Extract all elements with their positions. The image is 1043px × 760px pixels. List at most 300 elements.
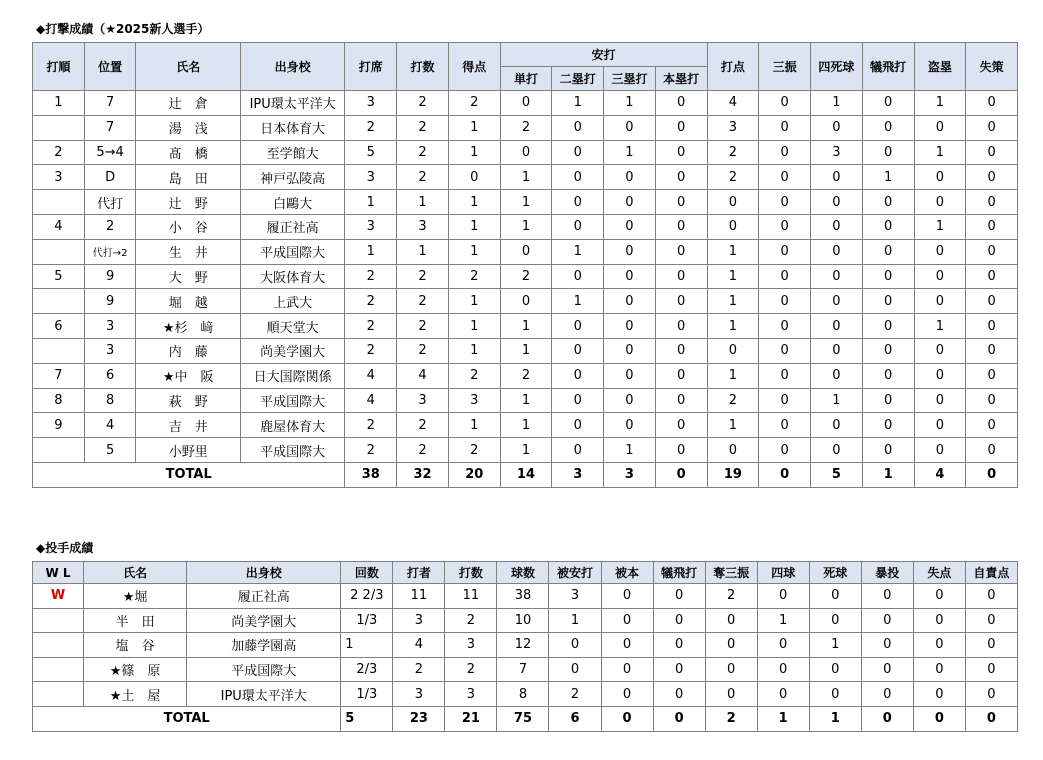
table-cell: 0 (705, 657, 757, 682)
table-cell: 0 (965, 608, 1017, 633)
table-cell: 2 (500, 363, 552, 388)
table-cell: 辻 倉 (136, 91, 240, 116)
table-cell: 1 (500, 388, 552, 413)
table-cell: 0 (914, 413, 966, 438)
table-cell: 4 (345, 363, 397, 388)
table-cell: 0 (811, 363, 863, 388)
table-cell: 0 (913, 657, 965, 682)
table-cell: 2 (707, 140, 759, 165)
table-cell: 3 (445, 633, 497, 658)
table-cell: 代打 (84, 190, 136, 215)
table-cell: 0 (759, 438, 811, 463)
header-stolen-bases: 盗塁 (914, 43, 966, 91)
table-cell: 2 (445, 657, 497, 682)
table-cell: ★篠 原 (84, 657, 187, 682)
header-strikeouts: 三振 (759, 43, 811, 91)
table-cell: 1 (707, 264, 759, 289)
header-runs-allowed: 失点 (913, 562, 965, 584)
table-cell: 0 (707, 438, 759, 463)
table-cell: 0 (862, 314, 914, 339)
table-cell: 9 (84, 289, 136, 314)
table-cell: 0 (552, 413, 604, 438)
table-cell: 生 井 (136, 239, 240, 264)
table-cell: 1/3 (341, 682, 393, 707)
table-cell: 0 (552, 438, 604, 463)
table-cell: 0 (759, 140, 811, 165)
table-cell: 0 (759, 289, 811, 314)
table-cell: 小 谷 (136, 214, 240, 239)
table-cell: 1 (604, 438, 656, 463)
table-cell: 0 (811, 413, 863, 438)
table-cell: 0 (655, 314, 707, 339)
table-cell: 1 (448, 338, 500, 363)
table-cell: 平成国際大 (240, 388, 344, 413)
table-cell: ★中 阪 (136, 363, 240, 388)
table-cell: 上武大 (240, 289, 344, 314)
pitching-stats-table (32, 561, 1018, 732)
table-cell: 1 (345, 190, 397, 215)
table-cell (33, 608, 84, 633)
table-cell: 吉 井 (136, 413, 240, 438)
table-cell: 3 (84, 338, 136, 363)
table-cell: 尚美学園大 (187, 608, 341, 633)
table-cell: 0 (705, 633, 757, 658)
table-cell: 0 (966, 314, 1018, 339)
table-cell: 0 (601, 682, 653, 707)
table-row (33, 115, 1018, 140)
table-cell: 0 (809, 682, 861, 707)
table-cell: 0 (862, 363, 914, 388)
table-cell: 12 (497, 633, 549, 658)
table-cell: 0 (914, 264, 966, 289)
table-cell (33, 115, 85, 140)
table-cell: 0 (914, 338, 966, 363)
header-sacrifices: 犠飛打 (653, 562, 705, 584)
table-cell: 0 (500, 289, 552, 314)
table-cell: 1 (345, 239, 397, 264)
table-cell: 0 (914, 438, 966, 463)
table-cell: ★堀 (84, 584, 187, 609)
table-cell: 0 (552, 140, 604, 165)
header-pitch-count: 球数 (497, 562, 549, 584)
table-cell: 7 (84, 115, 136, 140)
header-batting-order: 打順 (33, 43, 85, 91)
table-cell (33, 633, 84, 658)
table-cell: 0 (759, 214, 811, 239)
table-cell: 1 (448, 314, 500, 339)
table-cell: 日大国際関係 (240, 363, 344, 388)
total-cell: 0 (655, 462, 707, 487)
table-cell: 平成国際大 (240, 239, 344, 264)
table-cell: 1 (757, 608, 809, 633)
table-cell: 0 (861, 633, 913, 658)
total-cell: 1 (862, 462, 914, 487)
table-cell: 1 (448, 190, 500, 215)
table-cell: 1 (707, 413, 759, 438)
table-cell: 0 (757, 682, 809, 707)
header-doubles: 二塁打 (552, 67, 604, 91)
table-cell: 0 (759, 314, 811, 339)
table-cell: 0 (966, 115, 1018, 140)
table-row (33, 264, 1018, 289)
table-cell: 0 (914, 388, 966, 413)
table-cell: 3 (84, 314, 136, 339)
total-cell: 0 (759, 462, 811, 487)
table-cell: 0 (966, 388, 1018, 413)
table-cell: 1 (448, 115, 500, 140)
table-cell: 0 (862, 140, 914, 165)
table-cell: 2 (397, 91, 449, 116)
total-cell: 19 (707, 462, 759, 487)
table-cell: 0 (811, 239, 863, 264)
table-cell: 0 (653, 682, 705, 707)
table-cell: 3 (448, 388, 500, 413)
total-label: TOTAL (33, 706, 341, 731)
table-cell: 0 (655, 264, 707, 289)
table-cell: 0 (966, 165, 1018, 190)
total-cell: 0 (861, 706, 913, 731)
table-cell: 1 (500, 338, 552, 363)
table-cell: 0 (500, 91, 552, 116)
table-cell: 1 (448, 214, 500, 239)
batting-section-title: ◆打撃成績（★2025新人選手） (36, 22, 210, 36)
table-row (33, 388, 1018, 413)
table-cell: 3 (549, 584, 601, 609)
table-cell: 2 (445, 608, 497, 633)
table-cell: 0 (655, 165, 707, 190)
table-cell: 0 (759, 91, 811, 116)
table-cell: 0 (914, 115, 966, 140)
table-cell: 0 (604, 165, 656, 190)
table-cell: 1/3 (341, 608, 393, 633)
header-position: 位置 (84, 43, 136, 91)
table-cell: 3 (445, 682, 497, 707)
total-row (33, 706, 1018, 731)
pitching-section-title: ◆投手成績 (36, 541, 94, 555)
table-cell: 2 (397, 413, 449, 438)
table-cell: 2 (397, 314, 449, 339)
table-cell: 0 (862, 190, 914, 215)
table-cell: 6 (33, 314, 85, 339)
header-hit-by-pitch: 死球 (809, 562, 861, 584)
table-cell: 2 (448, 363, 500, 388)
table-cell: 9 (33, 413, 85, 438)
table-cell: 1 (448, 289, 500, 314)
table-cell: 1 (604, 91, 656, 116)
table-cell: 0 (811, 289, 863, 314)
batting-stats-table (32, 42, 1018, 488)
table-cell: 3 (397, 388, 449, 413)
table-cell: 2 (397, 338, 449, 363)
table-cell: 1 (707, 239, 759, 264)
table-cell (33, 438, 85, 463)
table-cell: 2 (707, 165, 759, 190)
table-cell: 半 田 (84, 608, 187, 633)
table-cell: 0 (601, 608, 653, 633)
table-row (33, 633, 1018, 658)
table-cell: 1 (707, 289, 759, 314)
table-cell: 1 (397, 190, 449, 215)
table-cell: 0 (966, 264, 1018, 289)
table-cell: 加藤学園高 (187, 633, 341, 658)
table-cell: 辻 野 (136, 190, 240, 215)
header-at-bats: 打数 (445, 562, 497, 584)
table-cell: 7 (33, 363, 85, 388)
table-cell: 堀 越 (136, 289, 240, 314)
table-cell: 0 (759, 165, 811, 190)
table-cell: 0 (809, 584, 861, 609)
table-cell: 0 (914, 165, 966, 190)
table-cell: IPU環太平洋大 (187, 682, 341, 707)
table-cell: 0 (604, 190, 656, 215)
table-cell: 0 (552, 314, 604, 339)
header-wild-pitches: 暴投 (861, 562, 913, 584)
total-cell: 0 (965, 706, 1017, 731)
table-row (33, 91, 1018, 116)
total-cell: 1 (757, 706, 809, 731)
table-cell (33, 289, 85, 314)
table-row (33, 584, 1018, 609)
table-cell: 2 (345, 338, 397, 363)
table-row (33, 657, 1018, 682)
table-cell: 0 (966, 214, 1018, 239)
table-cell: 2 (393, 657, 445, 682)
table-cell: 0 (914, 289, 966, 314)
table-cell: 0 (549, 633, 601, 658)
table-cell: 1 (552, 239, 604, 264)
table-cell: 2 (345, 314, 397, 339)
total-cell: 3 (604, 462, 656, 487)
table-cell: 0 (862, 338, 914, 363)
table-cell: 1 (397, 239, 449, 264)
table-cell: 0 (811, 438, 863, 463)
table-cell: 0 (604, 363, 656, 388)
table-cell: 4 (393, 633, 445, 658)
table-cell: 3 (345, 214, 397, 239)
table-row (33, 682, 1018, 707)
table-cell: 0 (913, 608, 965, 633)
table-cell: 0 (862, 91, 914, 116)
table-cell: 0 (913, 633, 965, 658)
table-cell: 2 (84, 214, 136, 239)
table-cell: 0 (965, 657, 1017, 682)
total-cell: 21 (445, 706, 497, 731)
table-cell: 2 (345, 264, 397, 289)
table-cell: D (84, 165, 136, 190)
table-cell: 5→4 (84, 140, 136, 165)
table-row (33, 289, 1018, 314)
table-cell: 11 (393, 584, 445, 609)
table-cell: 2 (448, 438, 500, 463)
table-cell: 0 (809, 657, 861, 682)
header-strikeouts: 奪三振 (705, 562, 757, 584)
table-cell: 0 (655, 115, 707, 140)
table-cell: 1 (500, 438, 552, 463)
table-cell: 0 (601, 584, 653, 609)
total-cell: 0 (653, 706, 705, 731)
table-cell: 0 (965, 633, 1017, 658)
table-cell (33, 239, 85, 264)
table-cell: 2 (448, 264, 500, 289)
table-cell: 5 (84, 438, 136, 463)
table-cell: 3 (345, 91, 397, 116)
table-cell: 2 (500, 115, 552, 140)
table-cell: 2 (705, 584, 757, 609)
table-cell: 1 (604, 140, 656, 165)
table-cell: 1 (862, 165, 914, 190)
table-cell: 白鷗大 (240, 190, 344, 215)
table-cell: 0 (966, 413, 1018, 438)
table-cell: 0 (966, 289, 1018, 314)
table-cell: 0 (601, 657, 653, 682)
table-cell: 0 (809, 608, 861, 633)
table-cell: 大阪体育大 (240, 264, 344, 289)
table-cell: 4 (345, 388, 397, 413)
table-row (33, 165, 1018, 190)
header-walks: 四球 (757, 562, 809, 584)
table-cell: 0 (757, 584, 809, 609)
table-cell: 1 (500, 413, 552, 438)
total-cell: 14 (500, 462, 552, 487)
table-cell: 2/3 (341, 657, 393, 682)
table-cell: 0 (552, 190, 604, 215)
table-cell: 3 (811, 140, 863, 165)
header-school: 出身校 (187, 562, 341, 584)
total-cell: 75 (497, 706, 549, 731)
header-runs: 得点 (448, 43, 500, 91)
table-cell: 1 (811, 388, 863, 413)
table-cell (33, 338, 85, 363)
total-cell: 32 (397, 462, 449, 487)
table-cell: 2 (397, 140, 449, 165)
table-cell: 2 (345, 413, 397, 438)
table-cell: 0 (811, 214, 863, 239)
table-cell: 0 (759, 190, 811, 215)
table-row (33, 314, 1018, 339)
header-home-runs: 本塁打 (655, 67, 707, 91)
table-cell: 0 (811, 264, 863, 289)
total-cell: 20 (448, 462, 500, 487)
table-cell: 日本体育大 (240, 115, 344, 140)
total-cell: 1 (809, 706, 861, 731)
table-cell: 0 (549, 657, 601, 682)
table-cell: 0 (759, 239, 811, 264)
table-cell: 0 (655, 438, 707, 463)
table-cell: 0 (707, 338, 759, 363)
table-cell: 3 (33, 165, 85, 190)
table-cell: 2 2/3 (341, 584, 393, 609)
table-cell: 11 (445, 584, 497, 609)
table-cell: 1 (914, 214, 966, 239)
table-cell: 0 (914, 190, 966, 215)
table-cell: 1 (500, 314, 552, 339)
total-row (33, 462, 1018, 487)
table-cell: 0 (552, 363, 604, 388)
total-label: TOTAL (33, 462, 345, 487)
table-cell: 履正社高 (240, 214, 344, 239)
table-cell: 0 (965, 682, 1017, 707)
table-cell: 尚美学園大 (240, 338, 344, 363)
table-cell: 2 (33, 140, 85, 165)
table-row (33, 338, 1018, 363)
total-cell: 23 (393, 706, 445, 731)
table-cell: 小野里 (136, 438, 240, 463)
header-hits: 安打 (500, 43, 707, 67)
table-cell: 1 (500, 214, 552, 239)
total-cell: 0 (913, 706, 965, 731)
table-cell: 平成国際大 (240, 438, 344, 463)
header-plate-appearances: 打席 (345, 43, 397, 91)
total-cell: 4 (914, 462, 966, 487)
table-cell: 0 (861, 682, 913, 707)
table-cell: 0 (604, 289, 656, 314)
table-cell: 0 (862, 388, 914, 413)
table-cell: 0 (552, 115, 604, 140)
table-cell: ★土 屋 (84, 682, 187, 707)
table-cell: 3 (393, 682, 445, 707)
table-cell: 平成国際大 (187, 657, 341, 682)
table-cell: 4 (84, 413, 136, 438)
table-cell: 0 (655, 91, 707, 116)
table-cell: 7 (84, 91, 136, 116)
table-cell: 0 (655, 388, 707, 413)
table-cell: 0 (604, 338, 656, 363)
table-cell: 0 (759, 264, 811, 289)
table-cell: 1 (341, 633, 393, 658)
table-cell: 0 (966, 363, 1018, 388)
table-cell: 10 (497, 608, 549, 633)
total-cell: 3 (552, 462, 604, 487)
table-cell: 内 藤 (136, 338, 240, 363)
table-cell: 0 (811, 115, 863, 140)
table-cell: 8 (33, 388, 85, 413)
table-cell: 0 (604, 115, 656, 140)
table-cell: 0 (759, 363, 811, 388)
table-cell: 0 (653, 657, 705, 682)
table-cell: 0 (913, 682, 965, 707)
table-cell: 0 (862, 438, 914, 463)
table-cell: 0 (862, 289, 914, 314)
table-cell: 0 (552, 165, 604, 190)
table-cell: 8 (84, 388, 136, 413)
table-cell: 0 (655, 363, 707, 388)
total-cell: 6 (549, 706, 601, 731)
table-cell: 0 (655, 239, 707, 264)
table-row (33, 239, 1018, 264)
header-sacrifices: 犠飛打 (862, 43, 914, 91)
table-cell: 6 (84, 363, 136, 388)
table-cell: 1 (707, 314, 759, 339)
table-cell: 0 (552, 338, 604, 363)
table-cell: 2 (397, 438, 449, 463)
total-cell: 5 (811, 462, 863, 487)
table-cell: 塩 谷 (84, 633, 187, 658)
table-cell: 髙 橋 (136, 140, 240, 165)
table-cell (33, 657, 84, 682)
table-cell: 0 (811, 190, 863, 215)
table-cell: 0 (861, 584, 913, 609)
table-cell: 大 野 (136, 264, 240, 289)
table-cell: 0 (604, 239, 656, 264)
table-cell: 0 (705, 682, 757, 707)
table-cell: 2 (397, 115, 449, 140)
table-cell: 7 (497, 657, 549, 682)
table-cell: 2 (345, 289, 397, 314)
table-cell: 5 (345, 140, 397, 165)
table-cell: 4 (707, 91, 759, 116)
table-cell: 0 (655, 214, 707, 239)
table-cell: 3 (393, 608, 445, 633)
